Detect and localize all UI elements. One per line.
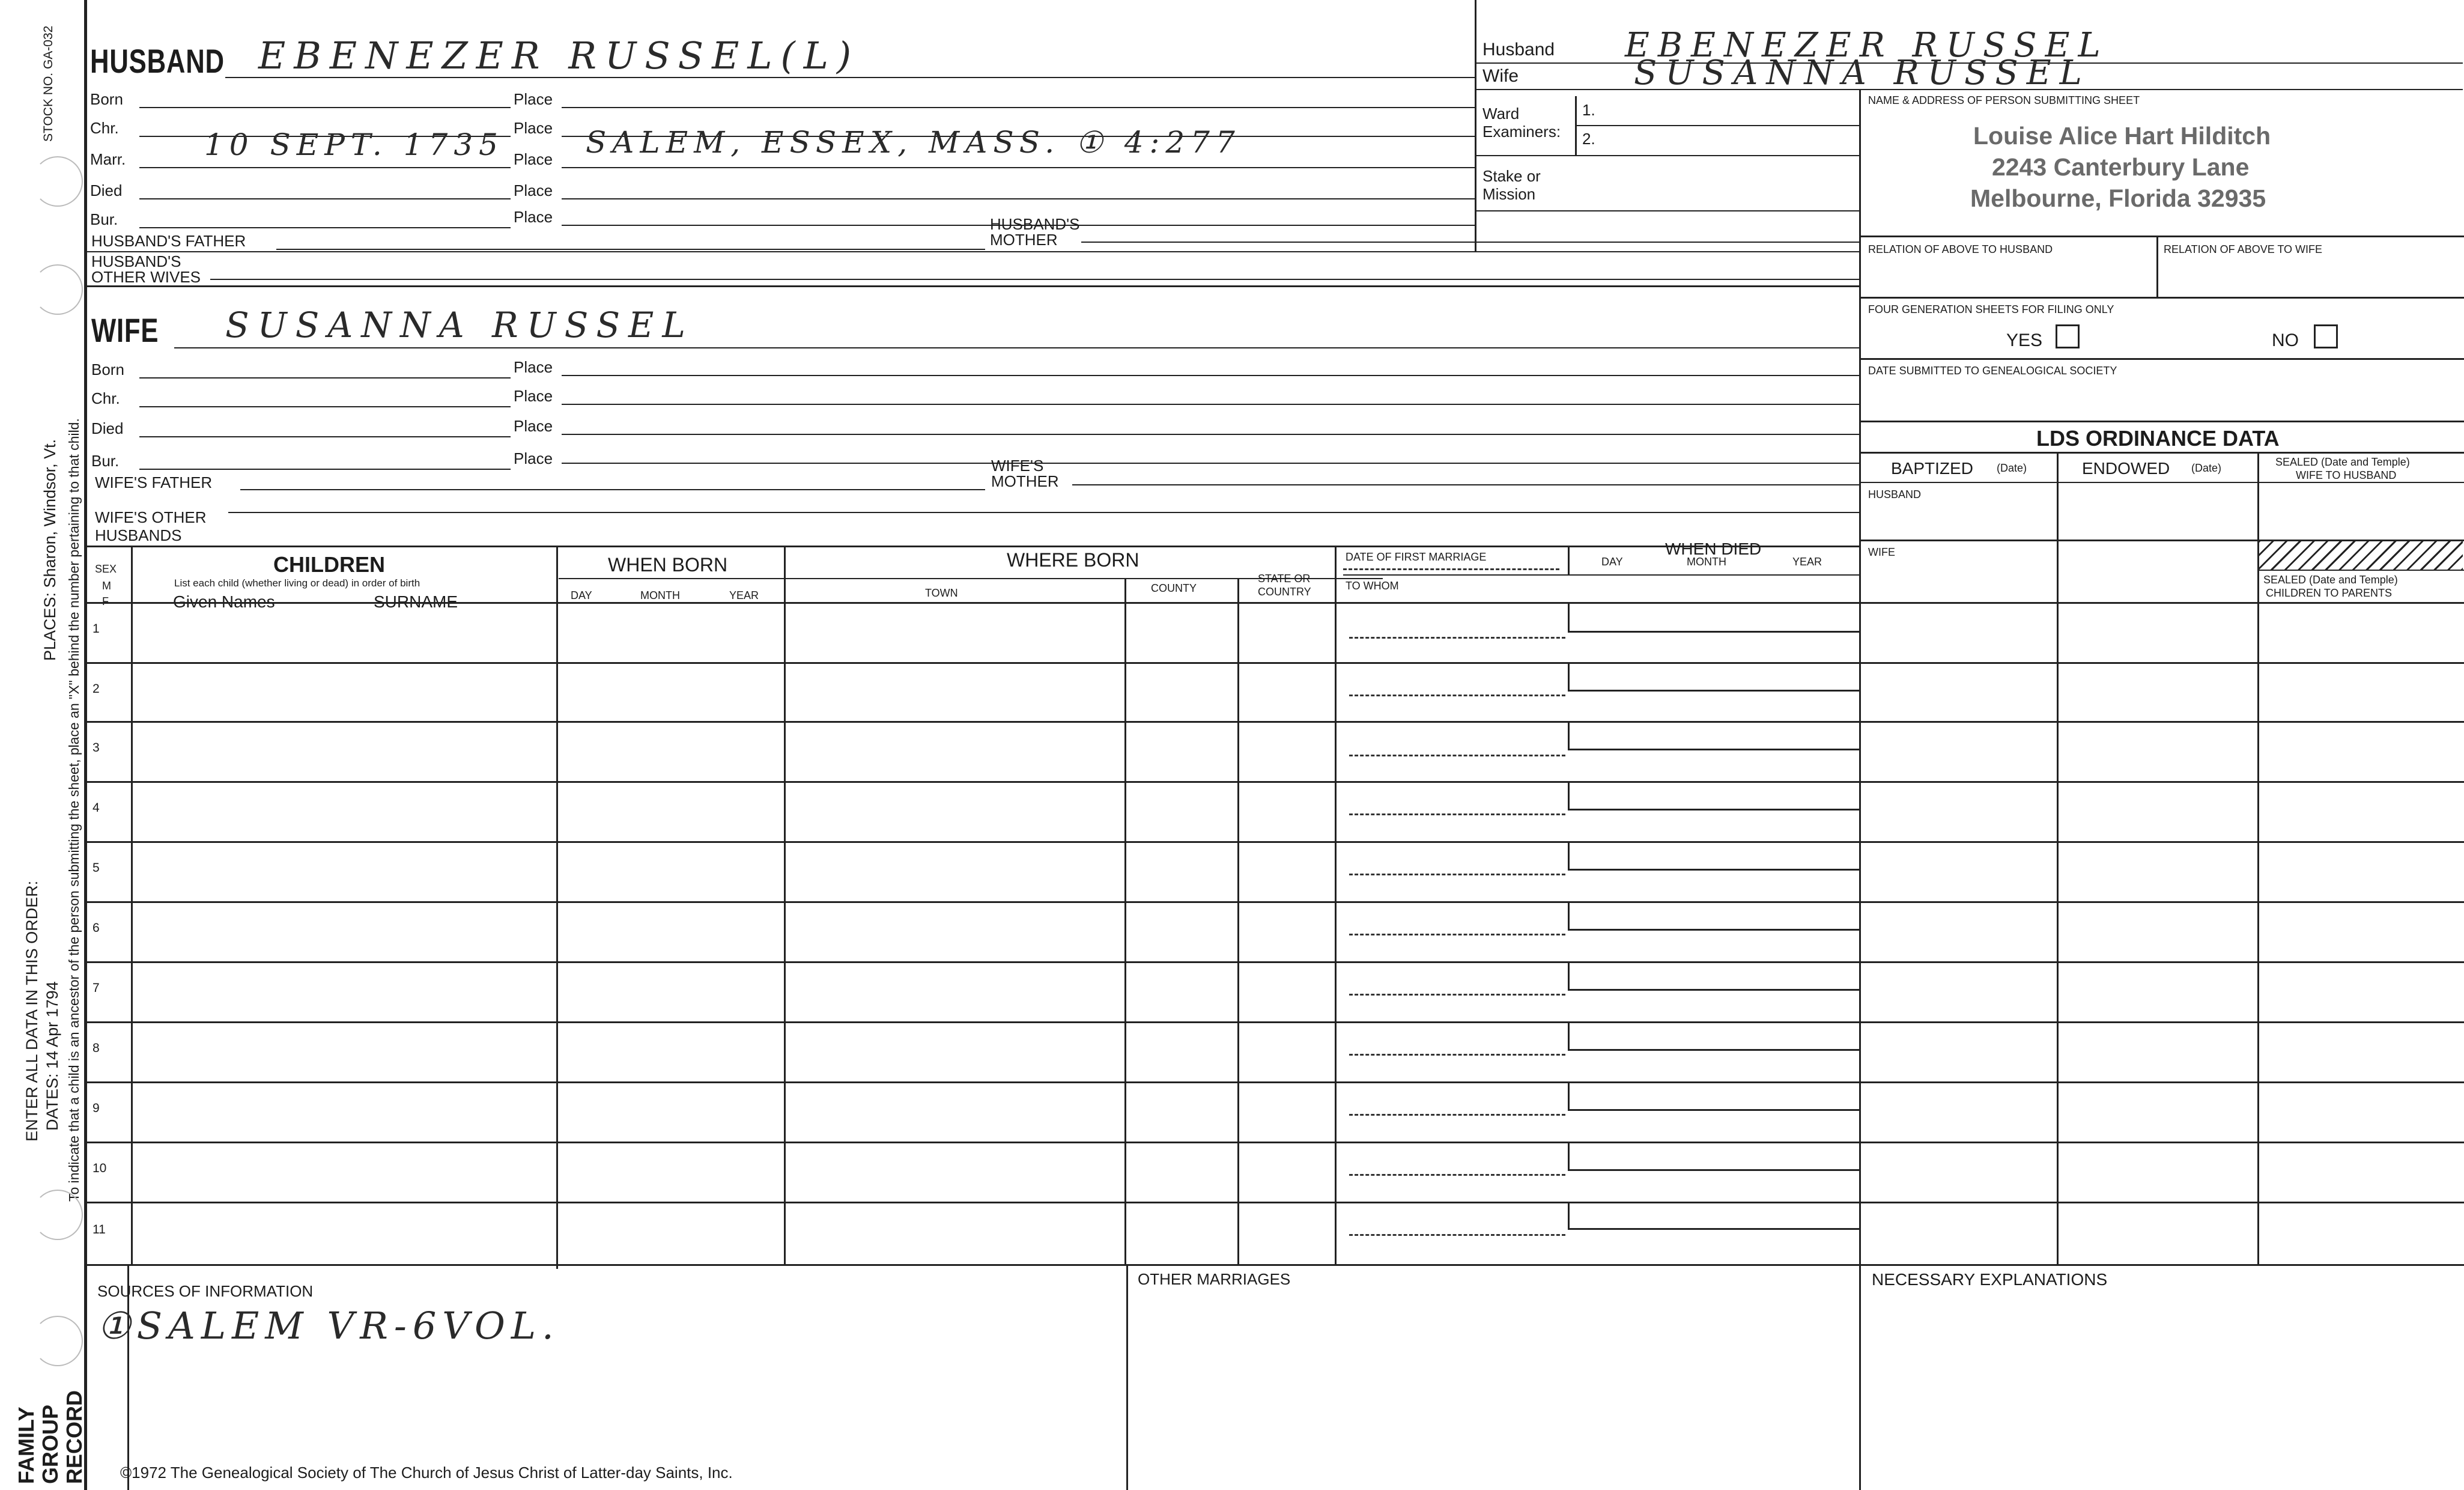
sex-header: SEX bbox=[95, 563, 117, 575]
husband-name-entry[interactable]: EBENEZER RUSSEL(L) bbox=[258, 34, 860, 78]
examiner-2-label: 2. bbox=[1582, 130, 1595, 148]
child-row-1[interactable]: 1 bbox=[93, 622, 100, 636]
husband-father-label: HUSBAND'S FATHER bbox=[91, 232, 246, 250]
lds-wife-label: WIFE bbox=[1868, 546, 1895, 558]
examiner-1-label: 1. bbox=[1582, 101, 1595, 119]
husband-bur-label: Bur. bbox=[90, 210, 118, 228]
enter-order-instruction: ENTER ALL DATA IN THIS ORDER: bbox=[23, 880, 41, 1142]
child-row-2[interactable]: 2 bbox=[93, 682, 100, 696]
header-wife-label: Wife bbox=[1482, 66, 1519, 86]
to-whom-header: TO WHOM bbox=[1346, 580, 1399, 592]
marriage-place-entry[interactable]: SALEM, ESSEX, MASS. ① 4:277 bbox=[586, 125, 1241, 160]
died-day-header: DAY bbox=[1601, 556, 1623, 568]
husband-other-wives-label-2: OTHER WIVES bbox=[91, 268, 201, 286]
died-month-header: MONTH bbox=[1687, 556, 1726, 568]
other-marriages-label: OTHER MARRIAGES bbox=[1138, 1270, 1291, 1288]
child-row-4[interactable]: 4 bbox=[93, 801, 100, 815]
wife-born-place-label: Place bbox=[514, 358, 553, 376]
copyright-notice: ©1972 The Genealogical Society of The Church of Jesus Christ of Latter-day Saints, Inc. bbox=[120, 1464, 733, 1482]
child-row-5[interactable]: 5 bbox=[93, 861, 100, 875]
child-row-8[interactable]: 8 bbox=[93, 1041, 100, 1055]
record-label: RECORD bbox=[62, 1390, 86, 1484]
born-day-header: DAY bbox=[571, 589, 592, 601]
relation-wife-label: RELATION OF ABOVE TO WIFE bbox=[2164, 243, 2323, 255]
husband-died-place-label: Place bbox=[514, 181, 553, 199]
places-instruction: PLACES: Sharon, Windsor, Vt. bbox=[41, 439, 59, 661]
wife-bur-place-label: Place bbox=[514, 449, 553, 467]
husband-died-label: Died bbox=[90, 181, 123, 199]
sources-entry[interactable]: ①SALEM VR-6VOL. bbox=[97, 1304, 560, 1348]
child-row-10[interactable]: 10 bbox=[93, 1161, 107, 1175]
husband-born-label: Born bbox=[90, 90, 123, 108]
husband-chr-label: Chr. bbox=[90, 119, 119, 137]
submitter-street-stamp: 2243 Canterbury Lane bbox=[1992, 153, 2250, 181]
yes-checkbox[interactable] bbox=[2056, 324, 2080, 348]
relation-husband-label: RELATION OF ABOVE TO HUSBAND bbox=[1868, 243, 2053, 255]
country-header: COUNTRY bbox=[1258, 586, 1311, 598]
baptized-date-label: (Date) bbox=[1997, 462, 2027, 474]
submitter-name-stamp: Louise Alice Hart Hilditch bbox=[1973, 122, 2271, 150]
wife-heading: WIFE bbox=[91, 311, 159, 349]
husband-marr-label: Marr. bbox=[90, 150, 126, 168]
surname-header: SURNAME bbox=[374, 592, 458, 611]
sealed-children-label-2: CHILDREN TO PARENTS bbox=[2266, 587, 2393, 599]
child-row-9[interactable]: 9 bbox=[93, 1101, 100, 1115]
husband-heading: HUSBAND bbox=[90, 42, 225, 80]
county-header: COUNTY bbox=[1151, 582, 1197, 594]
town-header: TOWN bbox=[925, 587, 958, 599]
no-label: NO bbox=[2272, 330, 2299, 350]
husband-mother-label: HUSBAND'S bbox=[990, 215, 1080, 233]
mission-label: Mission bbox=[1482, 185, 1536, 203]
wife-died-label: Died bbox=[91, 419, 124, 437]
wife-other-husbands-label-2: HUSBANDS bbox=[95, 526, 182, 544]
binder-hole bbox=[32, 156, 83, 207]
header-wife-entry[interactable]: SUSANNA RUSSEL bbox=[1634, 53, 2090, 93]
dates-instruction: DATES: 14 Apr 1794 bbox=[43, 981, 61, 1131]
group-label: GROUP bbox=[38, 1404, 62, 1484]
stake-label: Stake or bbox=[1482, 167, 1541, 185]
sex-m-header: M bbox=[102, 580, 111, 592]
necessary-explanations-label: NECESSARY EXPLANATIONS bbox=[1872, 1270, 2108, 1289]
state-header: STATE OR bbox=[1258, 573, 1311, 585]
sealed-wife-husband-label: SEALED (Date and Temple) bbox=[2275, 456, 2410, 468]
binder-hole bbox=[32, 264, 83, 315]
sealed-wife-husband-label-2: WIFE TO HUSBAND bbox=[2296, 469, 2397, 481]
submitter-city-stamp: Melbourne, Florida 32935 bbox=[1970, 184, 2266, 212]
lds-husband-label: HUSBAND bbox=[1868, 488, 1922, 500]
child-row-6[interactable]: 6 bbox=[93, 921, 100, 935]
wife-mother-label-2: MOTHER bbox=[991, 472, 1059, 490]
hatched-cell bbox=[2259, 541, 2463, 570]
born-year-header: YEAR bbox=[729, 589, 759, 601]
date-submitted-label: DATE SUBMITTED TO GENEALOGICAL SOCIETY bbox=[1868, 365, 2117, 377]
baptized-label: BAPTIZED bbox=[1891, 459, 1973, 478]
wife-mother-label: WIFE'S bbox=[991, 457, 1044, 475]
husband-other-wives-label: HUSBAND'S bbox=[91, 252, 181, 270]
ancestor-instruction: To indicate that a child is an ancestor of the person submitting the sheet, place an "X" behind the number pertaining to that child. bbox=[66, 418, 82, 1202]
endowed-date-label: (Date) bbox=[2191, 462, 2222, 474]
wife-died-place-label: Place bbox=[514, 417, 553, 435]
submitter-label: NAME & ADDRESS OF PERSON SUBMITTING SHEET bbox=[1868, 94, 2140, 106]
child-row-11[interactable]: 11 bbox=[93, 1223, 106, 1236]
marriage-date-entry[interactable]: 10 SEPT. 1735 bbox=[204, 127, 504, 162]
yes-label: YES bbox=[2006, 330, 2043, 350]
first-marriage-header: DATE OF FIRST MARRIAGE bbox=[1346, 551, 1487, 563]
child-row-7[interactable]: 7 bbox=[93, 981, 100, 995]
no-checkbox[interactable] bbox=[2314, 324, 2338, 348]
stock-number: STOCK NO. GA-032 bbox=[41, 25, 55, 142]
wife-chr-place-label: Place bbox=[514, 387, 553, 405]
wife-other-husbands-label: WIFE'S OTHER bbox=[95, 508, 207, 526]
wife-born-label: Born bbox=[91, 360, 124, 379]
binder-hole bbox=[32, 1190, 83, 1240]
wife-chr-label: Chr. bbox=[91, 389, 120, 407]
wife-father-label: WIFE'S FATHER bbox=[95, 473, 213, 491]
ward-label: Ward bbox=[1482, 105, 1520, 123]
sources-label: SOURCES OF INFORMATION bbox=[97, 1282, 314, 1300]
child-row-3[interactable]: 3 bbox=[93, 741, 100, 755]
when-born-header: WHEN BORN bbox=[608, 554, 728, 576]
sex-f-header: F bbox=[102, 595, 109, 607]
died-year-header: YEAR bbox=[1792, 556, 1822, 568]
examiners-label: Examiners: bbox=[1482, 123, 1561, 141]
given-names-header: Given Names bbox=[173, 592, 275, 611]
wife-bur-label: Bur. bbox=[91, 452, 120, 470]
header-husband-entry[interactable]: EBENEZER RUSSEL bbox=[1625, 26, 2109, 65]
children-instruction: List each child (whether living or dead) in order of birth bbox=[174, 577, 420, 589]
binder-hole bbox=[32, 1316, 83, 1366]
header-husband-label: Husband bbox=[1482, 40, 1555, 59]
family-label: FAMILY bbox=[14, 1406, 38, 1484]
born-month-header: MONTH bbox=[640, 589, 680, 601]
sealed-children-label: SEALED (Date and Temple) bbox=[2263, 574, 2398, 586]
husband-chr-place-label: Place bbox=[514, 119, 553, 137]
when-died-header: WHEN DIED bbox=[1665, 540, 1762, 558]
wife-name-entry[interactable]: SUSANNA RUSSEL bbox=[225, 305, 694, 345]
husband-mother-label-2: MOTHER bbox=[990, 231, 1058, 249]
children-heading: CHILDREN bbox=[273, 552, 385, 577]
husband-marr-place-label: Place bbox=[514, 150, 553, 168]
lds-title: LDS ORDINANCE DATA bbox=[2036, 426, 2280, 451]
husband-bur-place-label: Place bbox=[514, 208, 553, 226]
endowed-label: ENDOWED bbox=[2082, 459, 2170, 478]
husband-born-place-label: Place bbox=[514, 90, 553, 108]
where-born-header: WHERE BORN bbox=[1007, 549, 1139, 571]
four-generation-label: FOUR GENERATION SHEETS FOR FILING ONLY bbox=[1868, 303, 2114, 315]
form-left-border bbox=[84, 0, 87, 1490]
